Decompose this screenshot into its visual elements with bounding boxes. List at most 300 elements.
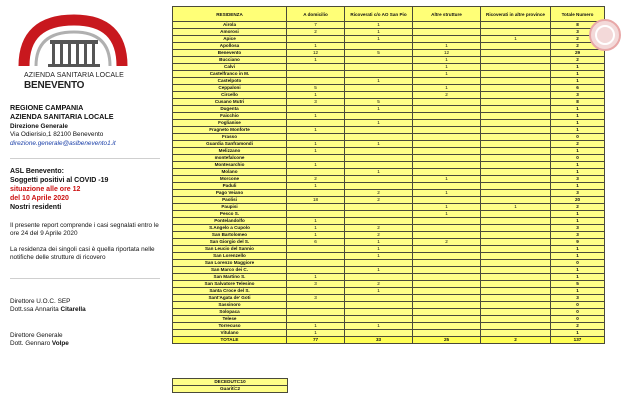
table-row	[173, 141, 605, 148]
count-cell: 1	[481, 204, 551, 211]
table-row	[173, 22, 605, 29]
table-row	[173, 29, 605, 36]
count-cell	[413, 78, 481, 85]
count-cell	[413, 330, 481, 337]
table-row	[173, 155, 605, 162]
total-cell: 3	[551, 232, 605, 239]
count-cell	[481, 267, 551, 274]
table-row	[173, 50, 605, 57]
residence-cell: Faicchio	[173, 113, 287, 120]
residence-cell: Frasso	[173, 134, 287, 141]
count-cell	[413, 99, 481, 106]
count-cell	[413, 323, 481, 330]
count-cell: 5	[345, 99, 413, 106]
count-cell	[345, 155, 413, 162]
count-cell	[481, 190, 551, 197]
count-cell	[413, 162, 481, 169]
residence-cell: Paolisi	[173, 197, 287, 204]
count-cell	[413, 169, 481, 176]
total-cell: 1	[551, 71, 605, 78]
total-cell: 1	[551, 78, 605, 85]
count-cell: 7	[287, 22, 345, 29]
count-cell: 2	[287, 176, 345, 183]
count-cell	[345, 57, 413, 64]
residence-cell: Sassinoro	[173, 302, 287, 309]
residence-cell: Torrecuso	[173, 323, 287, 330]
total-cell: 0	[551, 316, 605, 323]
total-cell: 1	[551, 288, 605, 295]
count-cell	[481, 22, 551, 29]
table-row	[173, 120, 605, 127]
count-cell	[481, 71, 551, 78]
table-row	[173, 78, 605, 85]
table-row	[173, 246, 605, 253]
count-cell	[481, 183, 551, 190]
count-cell: 1	[413, 43, 481, 50]
total-cell: 3	[551, 190, 605, 197]
count-cell: 1	[345, 246, 413, 253]
table-row	[173, 218, 605, 225]
count-cell	[481, 169, 551, 176]
residence-cell: Cusano Mutri	[173, 99, 287, 106]
count-cell	[287, 253, 345, 260]
count-cell	[481, 50, 551, 57]
total-cell: 3	[551, 295, 605, 302]
count-cell	[345, 71, 413, 78]
total-cell: 1	[551, 253, 605, 260]
residence-cell: Castelpoto	[173, 78, 287, 85]
signature-role-2: Direttore Generale	[10, 332, 63, 339]
residence-cell: Morcone	[173, 176, 287, 183]
count-cell	[287, 309, 345, 316]
table-row	[173, 239, 605, 246]
total-cell: 1	[551, 274, 605, 281]
table-row	[173, 330, 605, 337]
total-cell: 2	[551, 36, 605, 43]
count-cell	[481, 330, 551, 337]
count-cell	[345, 204, 413, 211]
residence-cell: Ceppaloni	[173, 85, 287, 92]
total-cell: 1	[551, 148, 605, 155]
table-row	[173, 260, 605, 267]
count-cell	[413, 288, 481, 295]
count-cell	[481, 323, 551, 330]
table-row	[173, 99, 605, 106]
count-cell: 1	[413, 176, 481, 183]
count-cell	[413, 113, 481, 120]
count-cell	[413, 246, 481, 253]
count-cell: 3	[287, 281, 345, 288]
total-cell: 2	[551, 204, 605, 211]
count-cell	[481, 309, 551, 316]
count-cell: 1	[345, 267, 413, 274]
count-cell: 1	[345, 141, 413, 148]
count-cell: 1	[287, 141, 345, 148]
count-cell: 1	[345, 36, 413, 43]
count-cell: 1	[287, 127, 345, 134]
table-row	[173, 323, 605, 330]
count-cell	[413, 155, 481, 162]
count-cell	[287, 78, 345, 85]
count-cell	[481, 211, 551, 218]
count-cell	[481, 99, 551, 106]
count-cell	[287, 267, 345, 274]
count-cell	[413, 22, 481, 29]
table-row	[173, 274, 605, 281]
report-line-3: situazione alle ore 12	[10, 186, 81, 193]
count-cell: 2	[345, 281, 413, 288]
count-cell: 2	[413, 92, 481, 99]
table-row	[173, 295, 605, 302]
count-cell	[481, 225, 551, 232]
count-cell	[287, 120, 345, 127]
total-cell: 1	[551, 120, 605, 127]
residence-cell: Castelfranco in M.	[173, 71, 287, 78]
count-cell	[345, 302, 413, 309]
total-cell: 1	[551, 162, 605, 169]
total-cell: 0	[551, 302, 605, 309]
count-cell	[481, 43, 551, 50]
count-cell	[413, 260, 481, 267]
header-altre-province: Ricoverati in altre province	[481, 7, 551, 22]
deceduti-cell: DECEDUTI=10	[172, 378, 288, 386]
residence-cell: Apollosa	[173, 43, 287, 50]
table-row	[173, 71, 605, 78]
count-cell: 1	[287, 57, 345, 64]
residence-cell: S.Angelo a Cupolo	[173, 225, 287, 232]
total-cell: 3	[551, 176, 605, 183]
count-cell: 1	[345, 253, 413, 260]
residence-cell: San Giorgio del S.	[173, 239, 287, 246]
count-cell: 2	[413, 239, 481, 246]
count-cell	[481, 127, 551, 134]
count-cell	[345, 64, 413, 71]
table-row	[173, 148, 605, 155]
count-cell	[287, 169, 345, 176]
residence-cell: Solopaca	[173, 309, 287, 316]
count-cell: 1	[413, 204, 481, 211]
count-cell	[481, 197, 551, 204]
count-cell	[413, 302, 481, 309]
count-cell	[287, 302, 345, 309]
count-cell	[481, 260, 551, 267]
count-cell	[345, 127, 413, 134]
count-cell	[345, 134, 413, 141]
table-row	[173, 176, 605, 183]
watermark-badge-icon	[588, 18, 622, 52]
table-row	[173, 127, 605, 134]
total-cell: 3	[551, 225, 605, 232]
table-row	[173, 190, 605, 197]
count-cell	[345, 260, 413, 267]
count-cell	[413, 274, 481, 281]
count-cell: 1	[287, 274, 345, 281]
total-cell: 1	[551, 106, 605, 113]
table-row	[173, 43, 605, 50]
count-cell	[481, 316, 551, 323]
count-cell: 1	[287, 225, 345, 232]
count-cell: 1	[481, 36, 551, 43]
count-cell	[481, 274, 551, 281]
total-cell: 1	[551, 246, 605, 253]
count-cell	[481, 218, 551, 225]
total-cell: 8	[551, 22, 605, 29]
residence-cell: San Salvatore Telesino	[173, 281, 287, 288]
residence-cell: Benevento	[173, 50, 287, 57]
table-row	[173, 288, 605, 295]
table-row	[173, 113, 605, 120]
note-report-scope: Il presente report comprende i casi segnalati entro le ore 24 del 9 Aprile 2020	[10, 222, 159, 237]
count-cell	[413, 106, 481, 113]
count-cell	[413, 183, 481, 190]
divider	[10, 278, 160, 279]
residence-cell: Pontelandolfo	[173, 218, 287, 225]
count-cell: 1	[345, 169, 413, 176]
count-cell	[413, 309, 481, 316]
region-title: REGIONE CAMPANIA	[10, 103, 84, 112]
count-cell: 1	[413, 64, 481, 71]
signature-name-2: Dott. Gennaro Volpe	[10, 340, 69, 347]
table-row	[173, 211, 605, 218]
count-cell: 3	[287, 295, 345, 302]
residence-cell: Pesco S.	[173, 211, 287, 218]
total-cell: 5	[551, 281, 605, 288]
count-cell	[345, 330, 413, 337]
count-cell: 1	[413, 57, 481, 64]
count-cell	[287, 246, 345, 253]
count-cell: 1	[287, 218, 345, 225]
table-row	[173, 267, 605, 274]
table-row	[173, 134, 605, 141]
total-cell: 1	[551, 330, 605, 337]
count-cell	[287, 71, 345, 78]
count-cell	[481, 162, 551, 169]
count-cell	[287, 211, 345, 218]
total-cell: 3	[551, 29, 605, 36]
logo-org-line: AZIENDA SANITARIA LOCALE	[24, 72, 124, 79]
count-cell	[481, 232, 551, 239]
count-cell	[345, 92, 413, 99]
residence-cell: Sant'Agata de' Goti	[173, 295, 287, 302]
count-cell	[345, 148, 413, 155]
count-cell: 1	[287, 323, 345, 330]
report-line-2: Soggetti positivi al COVID -19	[10, 177, 109, 184]
table-row	[173, 225, 605, 232]
residence-cell: Amorosi	[173, 29, 287, 36]
count-cell: 1	[287, 183, 345, 190]
count-cell	[345, 295, 413, 302]
count-cell	[481, 57, 551, 64]
residence-cell: Circello	[173, 92, 287, 99]
table-row	[173, 162, 605, 169]
report-line-5: Nostri residenti	[10, 204, 62, 211]
table-row	[173, 281, 605, 288]
table-row	[173, 204, 605, 211]
header-domicilio: A domicilio	[287, 7, 345, 22]
residence-cell: Molano	[173, 169, 287, 176]
count-cell: 1	[345, 239, 413, 246]
count-cell	[345, 218, 413, 225]
residence-cell: Santa Croce del S.	[173, 288, 287, 295]
residence-cell: Melizzano	[173, 148, 287, 155]
logo-city: BENEVENTO	[24, 80, 85, 91]
count-cell	[345, 183, 413, 190]
table-row	[173, 316, 605, 323]
count-cell	[413, 36, 481, 43]
count-cell	[481, 176, 551, 183]
count-cell	[481, 134, 551, 141]
residence-cell: Paduli	[173, 183, 287, 190]
total-cell: 1	[551, 64, 605, 71]
total-cell: 6	[551, 85, 605, 92]
count-cell: 1	[287, 330, 345, 337]
residence-cell: Apice	[173, 36, 287, 43]
residence-cell: San Marco dei C.	[173, 267, 287, 274]
total-value-cell: 2	[481, 337, 551, 344]
table-row	[173, 309, 605, 316]
address-text: Via Odierisio,1 82100 Benevento	[10, 131, 104, 138]
total-cell: 0	[551, 155, 605, 162]
count-cell: 12	[413, 50, 481, 57]
count-cell	[481, 148, 551, 155]
count-cell	[413, 127, 481, 134]
cases-table	[172, 6, 605, 344]
table-row	[173, 183, 605, 190]
residence-cell: Calvi	[173, 64, 287, 71]
header-altre-strutture: Altre strutture	[413, 7, 481, 22]
count-cell: 2	[345, 197, 413, 204]
count-cell: 2	[345, 232, 413, 239]
count-cell	[287, 190, 345, 197]
count-cell	[287, 155, 345, 162]
table-row	[173, 64, 605, 71]
guariti-cell: Guariti=2	[172, 385, 288, 393]
residence-cell: Paupisi	[173, 204, 287, 211]
total-cell: 8	[551, 99, 605, 106]
table-row	[173, 85, 605, 92]
divider	[10, 158, 160, 159]
total-cell: 29	[551, 50, 605, 57]
table-row	[173, 302, 605, 309]
count-cell: 1	[345, 29, 413, 36]
count-cell	[481, 78, 551, 85]
total-value-cell: 25	[413, 337, 481, 344]
total-cell: 1	[551, 169, 605, 176]
count-cell: 1	[287, 92, 345, 99]
count-cell	[413, 295, 481, 302]
count-cell	[287, 288, 345, 295]
count-cell	[481, 295, 551, 302]
total-cell: 2	[551, 141, 605, 148]
residence-cell: Guardia Sanframondi	[173, 141, 287, 148]
table-row	[173, 106, 605, 113]
count-cell	[481, 302, 551, 309]
signature-name-1: Dott.ssa Annarita Citarella	[10, 306, 86, 313]
residence-cell: San Bartolomeo	[173, 232, 287, 239]
residence-cell: Fragneto Monforte	[173, 127, 287, 134]
count-cell: 1	[287, 162, 345, 169]
count-cell	[481, 288, 551, 295]
email-link[interactable]: direzione.generale@aslbenevento1.it	[10, 140, 116, 147]
count-cell: 1	[413, 211, 481, 218]
total-cell: 9	[551, 239, 605, 246]
report-line-1: ASL Benevento:	[10, 168, 64, 175]
report-line-4: del 10 Aprile 2020	[10, 195, 69, 202]
count-cell	[413, 253, 481, 260]
residence-cell: Montesarchio	[173, 162, 287, 169]
count-cell	[413, 141, 481, 148]
header-san-pio: Ricoverati c/o AO San Pio	[345, 7, 413, 22]
count-cell: 1	[345, 120, 413, 127]
total-cell: 2	[551, 43, 605, 50]
count-cell	[413, 316, 481, 323]
count-cell	[413, 225, 481, 232]
total-label-cell: TOTALE	[173, 337, 287, 344]
header-residenza: RESIDENZA	[173, 7, 287, 22]
count-cell	[345, 316, 413, 323]
total-cell: 0	[551, 260, 605, 267]
total-value-cell: 33	[345, 337, 413, 344]
cases-table-wrapper	[172, 6, 604, 344]
count-cell	[481, 29, 551, 36]
count-cell	[481, 64, 551, 71]
count-cell: 12	[287, 50, 345, 57]
table-row	[173, 253, 605, 260]
count-cell: 1	[413, 85, 481, 92]
total-cell: 3	[551, 92, 605, 99]
count-cell	[345, 113, 413, 120]
count-cell: 2	[287, 29, 345, 36]
count-cell	[481, 92, 551, 99]
total-cell: 1	[551, 127, 605, 134]
count-cell	[481, 155, 551, 162]
count-cell: 1	[345, 106, 413, 113]
count-cell: 2	[345, 190, 413, 197]
count-cell	[345, 309, 413, 316]
count-cell	[481, 253, 551, 260]
count-cell: 3	[287, 99, 345, 106]
residence-cell: Telese	[173, 316, 287, 323]
total-cell: 1	[551, 211, 605, 218]
residence-cell: Pago Veiano	[173, 190, 287, 197]
residence-cell: Dugenta	[173, 106, 287, 113]
count-cell	[287, 260, 345, 267]
table-body	[173, 22, 605, 344]
count-cell	[481, 141, 551, 148]
count-cell	[345, 162, 413, 169]
count-cell: 1	[287, 148, 345, 155]
count-cell	[413, 148, 481, 155]
residence-cell: San Lorenzo Maggiore	[173, 260, 287, 267]
count-cell	[287, 64, 345, 71]
residence-cell: Vitulano	[173, 330, 287, 337]
count-cell: 1	[345, 323, 413, 330]
count-cell	[287, 36, 345, 43]
signature-role-1: Direttore U.O.C. SEP	[10, 298, 71, 305]
count-cell	[413, 232, 481, 239]
count-cell	[481, 246, 551, 253]
count-cell	[481, 85, 551, 92]
residence-cell: San Lorenzello	[173, 253, 287, 260]
count-cell	[413, 120, 481, 127]
count-cell: 1	[413, 71, 481, 78]
count-cell: 6	[287, 239, 345, 246]
count-cell	[345, 274, 413, 281]
total-value-cell: 77	[287, 337, 345, 344]
count-cell	[413, 218, 481, 225]
count-cell	[345, 176, 413, 183]
residence-cell: Foglianise	[173, 120, 287, 127]
